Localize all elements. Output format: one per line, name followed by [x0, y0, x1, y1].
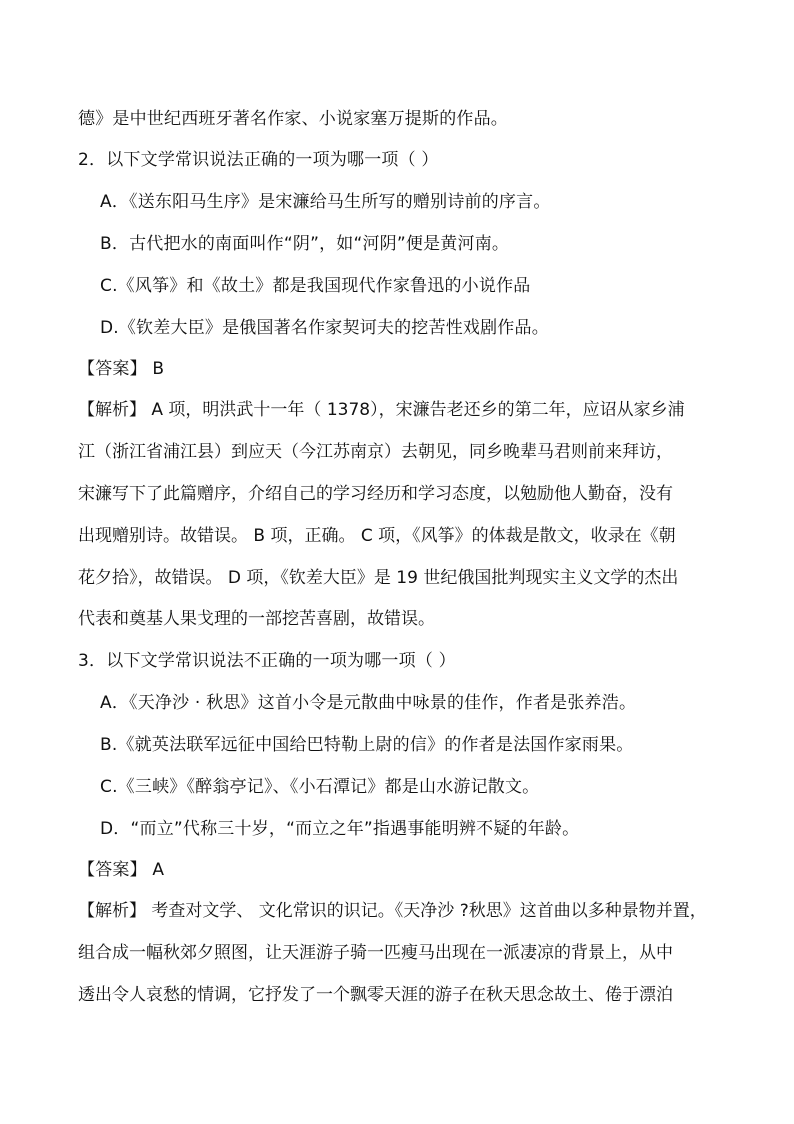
question-3-option-d: D．“而立”代称三十岁，“而立之年”指遇事能明辨不疑的年龄。 [100, 819, 580, 839]
question-3-analysis-line: 组合成一幅秋郊夕照图，让天涯游子骑一匹瘦马出现在一派凄凉的背景上，从中 [78, 943, 673, 963]
question-2-analysis-line: 【解析】 A 项，明洪武十一年（ 1378），宋濂告老还乡的第二年，应诏从家乡浦 [78, 400, 685, 420]
question-3-option-a: A．《天净沙 · 秋思》这首小令是元散曲中咏景的佳作，作者是张养浩。 [100, 693, 637, 713]
question-3-title: 3．以下文学常识说法不正确的一项为哪一项（ ） [78, 651, 456, 671]
question-2-option-a: A．《送东阳马生序》是宋濂给马生所写的赠别诗前的序言。 [100, 192, 551, 212]
question-3-answer: 【答案】 A [78, 860, 165, 880]
question-2-analysis-line: 代表和奠基人果戈理的一部挖苦喜剧，故错误。 [78, 609, 435, 629]
question-2-option-c: C.《风筝》和《故土》都是我国现代作家鲁迅的小说作品 [100, 276, 531, 296]
question-2-analysis-line: 宋濂写下了此篇赠序，介绍自己的学习经历和学习态度，以勉励他人勤奋，没有 [78, 484, 673, 504]
question-3-analysis-line: 【解析】 考查对文学、 文化常识的识记。《天净沙 ?秋思》这首曲以多种景物并置， [78, 901, 707, 921]
text-line: 德》是中世纪西班牙著名作家、小说家塞万提斯的作品。 [78, 109, 508, 129]
question-2-answer: 【答案】 B [78, 359, 165, 379]
question-3-analysis-line: 透出令人哀愁的情调，它抒发了一个飘零天涯的游子在秋天思念故土、倦于漂泊 [78, 985, 673, 1005]
question-2-analysis-line: 江（浙江省浦江县）到应天（今江苏南京）去朝见，同乡晚辈马君则前来拜访， [78, 442, 673, 462]
question-2-analysis-line: 花夕拾》，故错误。 D 项，《钦差大臣》是 19 世纪俄国批判现实主义文学的杰出 [78, 568, 679, 588]
question-2-analysis-line: 出现赠别诗。故错误。 B 项，正确。 C 项，《风筝》的体裁是散文，收录在《朝 [78, 526, 676, 546]
question-2-option-b: B．古代把水的南面叫作“阴”，如“河阴”便是黄河南。 [100, 234, 510, 254]
question-2-option-d: D.《钦差大臣》是俄国著名作家契诃夫的挖苦性戏剧作品。 [100, 318, 549, 338]
question-2-title: 2．以下文学常识说法正确的一项为哪一项（ ） [78, 150, 439, 170]
question-3-option-b: B.《就英法联军远征中国给巴特勒上尉的信》的作者是法国作家雨果。 [100, 735, 634, 755]
question-3-option-c: C.《三峡》《醉翁亭记》、《小石潭记》都是山水游记散文。 [100, 777, 540, 797]
